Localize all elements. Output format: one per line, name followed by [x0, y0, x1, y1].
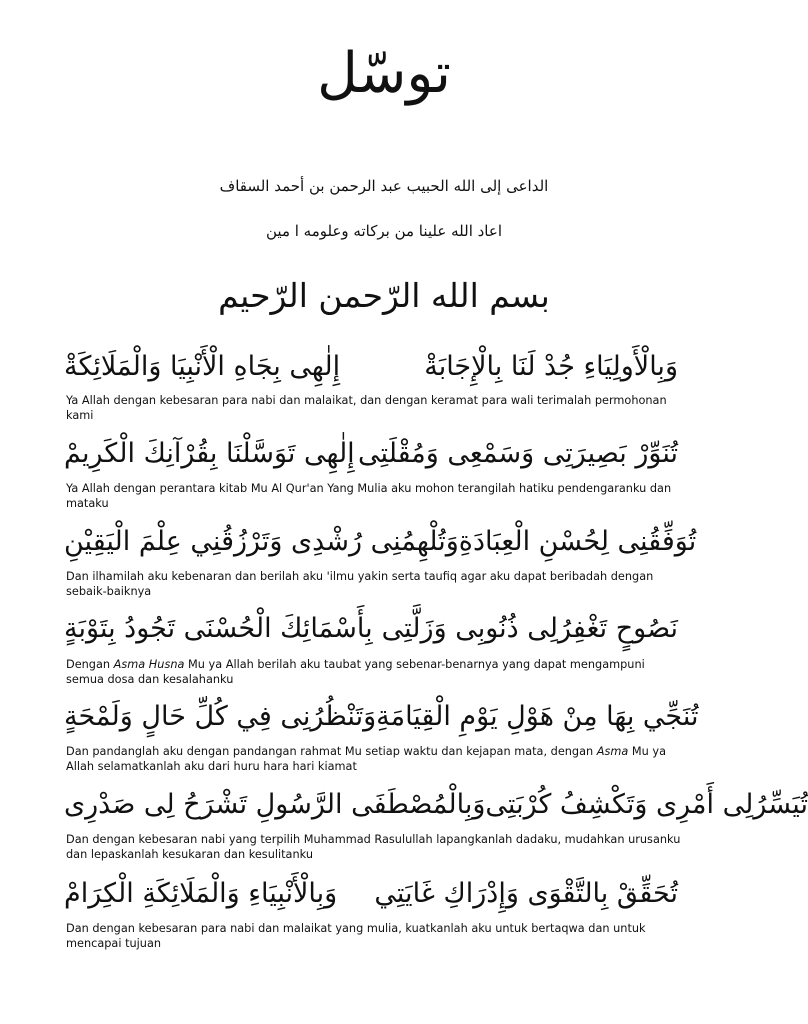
verse-5	[64, 694, 699, 740]
translation-6: Dan dengan kebesaran nabi yang terpilih Muhammad Rasulullah lapangkanlah dadaku, mudahkan urusanku dan lepaskanlah kesukaran dan kesulitanku	[66, 833, 681, 861]
verse-6-first-half: وَبِالْمُصْطَفَى الرَّسُولِ تَشْرَحُ لِى صَدْرِى	[64, 789, 486, 820]
verse-4-first-half: بِأَسْمَائِكَ الْحُسْنَى تَجُودُ بِتَوْبَةٍ	[64, 613, 373, 644]
verse-7-second-half: تُحَقِّقْ بِالتَّقْوَى وَإِدْرَاكِ غَايَتِي	[374, 878, 678, 909]
verse-7	[64, 871, 678, 917]
translation-2: Ya Allah dengan perantara kitab Mu Al Qur'an Yang Mulia aku mohon terangilah hatiku pendengaranku dan mataku	[66, 482, 672, 510]
verse-6	[64, 782, 808, 828]
translation-4	[66, 657, 686, 687]
translation-3: Dan ilhamilah aku kebenaran dan berilah aku 'ilmu yakin serta taufiq agar aku dapat beribadah dengan sebaik-baiknya	[66, 570, 654, 598]
verse-3-first-half: وَتُلْهِمُنِى رُشْدِى وَتَرْزُقُنِي عِلْمَ الْيَقِيْنِ	[64, 526, 459, 557]
verse-2	[64, 431, 678, 477]
translation-1: Ya Allah dengan kebesaran para nabi dan malaikat, dan dengan keramat para wali terimalah permohonan kami	[66, 394, 667, 422]
verse-1	[64, 344, 678, 390]
translation-5-post: Mu ya Allah selamatkanlah aku dari huru hara hari kiamat	[66, 745, 667, 773]
translation-5-asma: Asma	[596, 745, 629, 758]
verse-5-first-half: وَتَنْظُرُنِى فِي كُلِّ حَالٍ وَلَمْحَةٍ	[64, 701, 377, 732]
verse-6-second-half: تُيَسِّرُلِى أَمْرِى وَتَكْشِفُ كُرْبَتِى	[485, 789, 808, 820]
verse-4	[64, 606, 678, 652]
translation-5-pre: Dan pandanglah aku dengan pandangan rahmat Mu setiap waktu dan kejapan mata, dengan	[66, 745, 597, 758]
verse-3	[64, 519, 697, 565]
verse-3-second-half: تُوَفِّقُنِى لِحُسْنِ الْعِبَادَةِ	[458, 526, 697, 557]
translation-4-post: Mu ya Allah berilah aku taubat yang sebenar-benarnya yang dapat mengampuni semua dosa dan kesalahanku	[66, 658, 645, 686]
translation-4-asma-husna: Asma Husna	[113, 658, 185, 671]
translation-5	[66, 744, 686, 774]
verse-5-second-half: تُنَجِّي بِهَا مِنْ هَوْلِ يَوْمِ الْقِيَامَةِ	[376, 701, 699, 732]
verse-1-first-half: إِلٰهِى بِجَاهِ الْأَنْبِيَا وَالْمَلَائِكَةْ	[64, 351, 341, 382]
page-title: توسّل	[317, 41, 451, 106]
blessing-line: اعاد الله علينا من بركاته وعلومه ا مين	[266, 222, 502, 240]
verse-7-first-half: وَبِالْأَنْبِيَاءِ وَالْمَلَائِكَةِ الْكِرَامْ	[64, 878, 338, 909]
translation-7: Dan dengan kebesaran para nabi dan malaikat yang mulia, kuatkanlah aku untuk bertaqwa dan untuk mencapai tujuan	[66, 922, 646, 950]
verse-2-first-half: إِلٰهِى تَوَسَّلْنَا بِقُرْآنِكَ الْكَرِيمْ	[64, 438, 355, 469]
basmala: بسم الله الرّحمن الرّحيم	[218, 276, 550, 315]
verse-2-second-half: تُنَوِّرْ بَصِيرَتِى وَسَمْعِى وَمُقْلَتِى	[358, 438, 678, 469]
translation-4-pre: Dengan	[66, 658, 114, 671]
author-line: الداعى إلى الله الحبيب عبد الرحمن بن أحمد السقاف	[219, 177, 549, 195]
verse-1-second-half: وَبِالْأَولِيَاءِ جُدْ لَنَا بِالْإِجَابَةْ	[424, 351, 678, 382]
verse-4-second-half: نَصُوحٍ تَغْفِرُلِى ذُنُوبِى وَزَلَّتِى	[381, 613, 678, 644]
